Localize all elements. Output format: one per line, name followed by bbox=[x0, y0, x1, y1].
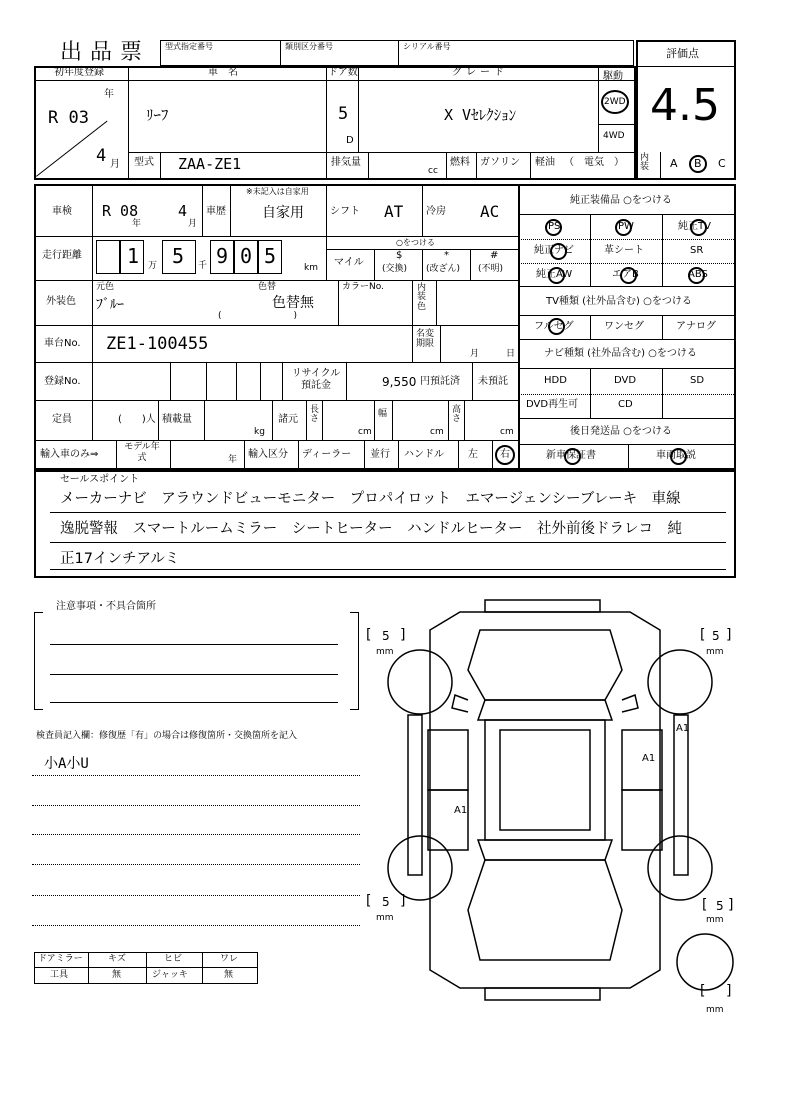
class-label: 類別区分番号 bbox=[285, 42, 333, 51]
doors-label: ドア数 bbox=[328, 67, 358, 78]
handle-left: 左 bbox=[468, 449, 478, 460]
interior-b: B bbox=[694, 157, 702, 170]
header-code-box bbox=[160, 40, 634, 66]
shift-value: AT bbox=[384, 202, 404, 221]
original-color-label: 元色 bbox=[96, 282, 115, 292]
mileage-digit-3: 9 bbox=[216, 244, 229, 268]
interior-b-circle bbox=[689, 155, 707, 173]
exchange-label: (交換) bbox=[382, 264, 408, 274]
navi-dvd: DVD bbox=[614, 375, 637, 386]
interior-color-label: 内装色 bbox=[417, 283, 427, 312]
later-manual: 車両取説 bbox=[656, 450, 696, 461]
car-name-label: 車 名 bbox=[208, 67, 238, 78]
model-year-label: モデル年式 bbox=[124, 442, 160, 463]
navi-dvdplay: DVD再生可 bbox=[526, 399, 579, 410]
acc-header-break: ワレ bbox=[220, 954, 239, 964]
equip-airbag: エアB bbox=[612, 269, 639, 280]
equip-leather: 革シート bbox=[604, 245, 644, 256]
tv-oneseg: ワンセグ bbox=[604, 321, 644, 332]
import-label: 輸入車のみ⇒ bbox=[40, 449, 99, 460]
tamper-label: (改ざん) bbox=[426, 264, 461, 274]
acc-header-crack: ヒビ bbox=[164, 954, 183, 964]
equip-pw-circle bbox=[615, 219, 632, 236]
tread-spare-mm: mm bbox=[706, 1005, 724, 1015]
shift-label: シフト bbox=[330, 206, 360, 217]
colorno-label: カラーNo. bbox=[342, 282, 384, 292]
equipment-title: 純正装備品 ○をつける bbox=[570, 195, 672, 206]
capacity-label: 定員 bbox=[52, 414, 72, 425]
doors-sub: D bbox=[346, 135, 354, 146]
damage-mark-3: A1 bbox=[454, 805, 468, 816]
chassis-value: ZE1-100455 bbox=[106, 334, 209, 354]
equip-navi-circle bbox=[550, 243, 567, 260]
handle-label: ハンドル bbox=[404, 449, 444, 460]
exterior-label: 外装色 bbox=[46, 296, 76, 307]
caution-bracket-right bbox=[350, 612, 359, 710]
equip-airbag-circle bbox=[620, 267, 637, 284]
interior-c: C bbox=[718, 157, 726, 170]
parallel-label: 並行 bbox=[370, 449, 390, 460]
later-title: 後日発送品 ○をつける bbox=[570, 426, 672, 437]
fuel-label: 燃料 bbox=[450, 157, 470, 168]
equip-pw: PW bbox=[618, 221, 634, 232]
sales-line-1: メーカーナビ アラウンドビューモニター プロパイロット エマージェンシーブレーキ 車線 bbox=[60, 491, 681, 507]
repaint-paren: ( ) bbox=[218, 311, 298, 321]
fuel-other: （ 電気 ） bbox=[564, 157, 624, 168]
history-note: ※未記入は自家用 bbox=[246, 187, 309, 196]
later-warranty: 新車保証書 bbox=[546, 450, 596, 461]
repaint-value: 色替無 bbox=[272, 295, 314, 311]
tread-rr: 5 bbox=[716, 899, 724, 913]
inspection-year: R 08 bbox=[102, 202, 139, 220]
length-label: 長さ bbox=[310, 405, 320, 424]
height-cm: cm bbox=[500, 427, 514, 437]
score-label: 評価点 bbox=[666, 47, 699, 60]
tv-fullseg-circle bbox=[548, 318, 565, 335]
later-manual-circle bbox=[670, 448, 687, 465]
navi-sd: SD bbox=[690, 375, 705, 386]
tv-fullseg: フルセグ bbox=[534, 321, 574, 332]
tv-analog: アナログ bbox=[676, 321, 716, 332]
history-label: 車歴 bbox=[206, 206, 226, 217]
name-change-label: 名変期限 bbox=[416, 329, 435, 349]
fuel-diesel: 軽油 bbox=[535, 157, 555, 168]
mile-label: マイル bbox=[334, 257, 364, 268]
sales-line-2: 逸脱警報 スマートルームミラー シートヒーター ハンドルヒーター 社外前後ドラレコ 純 bbox=[60, 521, 683, 537]
equip-tv: 純正TV bbox=[678, 221, 711, 232]
cc-unit: cc bbox=[428, 166, 438, 176]
grade-value: X Vｾﾚｸｼｮﾝ bbox=[444, 106, 517, 124]
grade-label: グレード bbox=[452, 67, 508, 78]
tread-rl: 5 bbox=[382, 895, 390, 909]
damage-mark-2: A1 bbox=[642, 753, 656, 764]
mileage-digit-5: 5 bbox=[264, 244, 277, 268]
tread-fr-mm: mm bbox=[706, 647, 724, 657]
acc-tools: 工具 bbox=[50, 970, 69, 980]
first-reg-month-unit: 月 bbox=[110, 159, 120, 170]
handle-right-circle bbox=[495, 445, 515, 465]
drive-2wd: 2WD bbox=[604, 97, 626, 107]
interior-label: 内装 bbox=[640, 153, 650, 172]
mileage-digit-4: 0 bbox=[240, 244, 253, 268]
mileage-label: 走行距離 bbox=[42, 250, 82, 261]
model-year-unit: 年 bbox=[228, 455, 238, 465]
caution-bracket-left bbox=[34, 612, 43, 710]
capacity-unit: ( )人 bbox=[118, 414, 156, 425]
acc-tools-value: 無 bbox=[112, 970, 122, 980]
exchange-symbol: $ bbox=[396, 250, 403, 261]
equip-tv-circle bbox=[690, 219, 707, 236]
acc-header-mirror: ドアミラー bbox=[38, 954, 83, 964]
repaint-label: 色替 bbox=[258, 282, 277, 292]
registration-label: 登録No. bbox=[44, 376, 81, 387]
recycle-deposited: 円預託済 bbox=[420, 376, 460, 387]
navi-cd: CD bbox=[618, 399, 633, 410]
type-label: 型式 bbox=[134, 157, 154, 168]
equip-ps: PS bbox=[548, 221, 561, 232]
equip-abs: ABS bbox=[688, 269, 708, 280]
first-reg-year: R 03 bbox=[48, 108, 89, 128]
ac-value: AC bbox=[480, 202, 500, 221]
import-class-label: 輸入区分 bbox=[248, 449, 288, 460]
width-label: 幅 bbox=[378, 409, 388, 419]
score-value: 4.5 bbox=[650, 80, 720, 131]
navi-hdd: HDD bbox=[544, 375, 567, 386]
equip-abs-circle bbox=[688, 267, 705, 284]
tv-title: TV種類 (社外品含む) ○をつける bbox=[546, 296, 692, 307]
model-code-label: 型式指定番号 bbox=[165, 42, 213, 51]
mileage-digit-2: 5 bbox=[172, 244, 185, 268]
tread-fr: 5 bbox=[712, 629, 720, 643]
equip-ps-circle bbox=[545, 219, 562, 236]
car-name: ﾘｰﾌ bbox=[146, 106, 169, 124]
mileage-sen: 千 bbox=[198, 261, 208, 271]
unknown-symbol: # bbox=[490, 250, 499, 261]
mileage-man: 万 bbox=[148, 261, 158, 271]
navi-title: ナビ種類 (社外品含む) ○をつける bbox=[544, 348, 697, 359]
circle-note: ○をつける bbox=[396, 238, 435, 247]
drive-4wd: 4WD bbox=[603, 131, 625, 141]
acc-header-scratch: キズ bbox=[108, 954, 126, 964]
inspector-label: 検査員記入欄：修復歴「有」の場合は修復箇所・交換箇所を記入 bbox=[36, 731, 298, 741]
load-label: 積載量 bbox=[162, 414, 192, 425]
fuel-gas: ガソリン bbox=[480, 157, 520, 168]
acc-jack-value: 無 bbox=[224, 970, 234, 980]
drive-2wd-circle bbox=[601, 90, 629, 114]
name-change-month: 月 bbox=[470, 349, 480, 359]
length-cm: cm bbox=[358, 427, 372, 437]
tread-rl-mm: mm bbox=[376, 913, 394, 923]
inspection-label: 車検 bbox=[52, 206, 72, 217]
type-value: ZAA-ZE1 bbox=[178, 155, 242, 173]
serial-label: シリアル番号 bbox=[403, 42, 451, 51]
displacement-label: 排気量 bbox=[331, 157, 361, 168]
caution-label: 注意事項・不具合箇所 bbox=[56, 601, 156, 612]
equip-sr: SR bbox=[690, 245, 704, 256]
mileage-km: km bbox=[304, 263, 318, 273]
history-value: 自家用 bbox=[262, 205, 304, 221]
name-change-day: 日 bbox=[506, 349, 516, 359]
page-title: 出品票 bbox=[60, 40, 151, 65]
drive-label: 駆動 bbox=[603, 71, 623, 82]
acc-jack: ジャッキ bbox=[152, 970, 188, 980]
equip-aw-circle bbox=[548, 267, 565, 284]
later-warranty-circle bbox=[564, 448, 581, 465]
equip-aw: 純正AW bbox=[536, 269, 573, 280]
handle-right: 右 bbox=[500, 449, 510, 460]
recycle-pending: 未預託 bbox=[478, 376, 508, 387]
tread-fl: 5 bbox=[382, 629, 390, 643]
chassis-label: 車台No. bbox=[44, 338, 81, 349]
recycle-label: リサイクル預託金 bbox=[291, 368, 341, 391]
dealer-label: ディーラー bbox=[302, 449, 352, 460]
damage-mark-1: A1 bbox=[676, 723, 690, 734]
tread-rr-mm: mm bbox=[706, 915, 724, 925]
mileage-digit-1: 1 bbox=[127, 244, 140, 268]
car-body-diagram bbox=[360, 590, 740, 1010]
interior-a: A bbox=[670, 157, 678, 170]
ac-label: 冷房 bbox=[426, 206, 446, 217]
equip-navi: 純正ナビ bbox=[534, 245, 574, 256]
first-reg-label: 初年度登録 bbox=[54, 67, 104, 78]
original-color: ﾌﾞﾙｰ bbox=[96, 297, 124, 313]
doors-value: 5 bbox=[338, 104, 349, 124]
specs-label: 諸元 bbox=[278, 414, 298, 425]
unknown-label: (不明) bbox=[478, 264, 504, 274]
load-kg: kg bbox=[254, 427, 265, 437]
sales-line-3: 正17インチアルミ bbox=[60, 551, 180, 567]
inspection-month: 4 bbox=[178, 202, 188, 220]
recycle-amount: 9,550 bbox=[382, 375, 417, 389]
first-reg-month: 4 bbox=[96, 146, 107, 166]
first-reg-year-unit: 年 bbox=[104, 89, 114, 100]
height-label: 高さ bbox=[452, 405, 462, 424]
width-cm: cm bbox=[430, 427, 444, 437]
tamper-symbol: * bbox=[444, 250, 449, 261]
inspector-note: 小A小U bbox=[44, 756, 89, 772]
tread-fl-mm: mm bbox=[376, 647, 394, 657]
sales-label: セールスポイント bbox=[60, 474, 140, 485]
